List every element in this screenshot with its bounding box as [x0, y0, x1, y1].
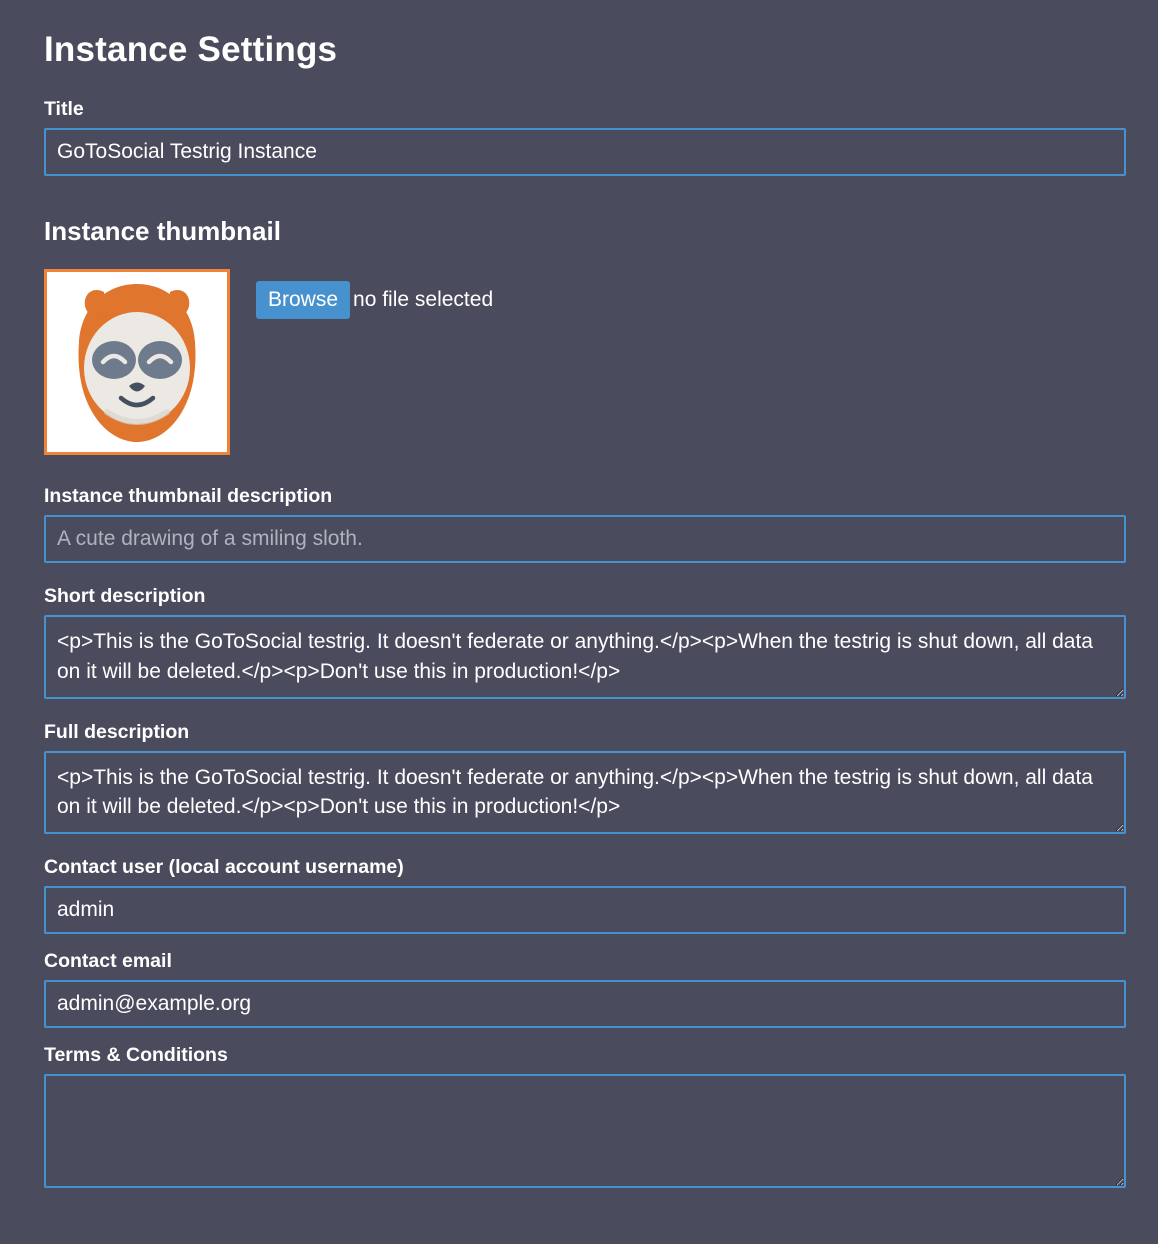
full-description-textarea[interactable] — [44, 751, 1126, 835]
contact-user-label: Contact user (local account username) — [44, 856, 404, 879]
contact-email-input[interactable] — [44, 980, 1126, 1028]
thumbnail-row — [44, 269, 1128, 455]
short-description-group — [44, 585, 1128, 699]
sloth-avatar-icon — [47, 272, 227, 452]
thumbnail-description-group — [44, 485, 1128, 563]
title-field-group — [44, 98, 1128, 176]
page-title: Instance Settings — [44, 30, 338, 69]
terms-label: Terms & Conditions — [44, 1044, 228, 1067]
full-description-group — [44, 721, 1128, 835]
thumbnail-description-label: Instance thumbnail description — [44, 485, 333, 507]
short-description-label: Short description — [44, 585, 206, 607]
contact-user-group — [44, 856, 1128, 934]
short-description-textarea[interactable] — [44, 615, 1126, 699]
title-input[interactable] — [44, 128, 1126, 176]
file-selection-status: no file selected — [353, 288, 494, 312]
instance-thumbnail-preview — [44, 269, 230, 455]
thumbnail-file-picker — [256, 281, 493, 319]
terms-textarea[interactable] — [44, 1074, 1126, 1187]
instance-thumbnail-heading: Instance thumbnail — [44, 216, 281, 246]
browse-button[interactable]: Browse — [256, 281, 350, 319]
title-label: Title — [44, 98, 84, 120]
full-description-label: Full description — [44, 720, 190, 743]
contact-email-group — [44, 950, 1128, 1028]
terms-group — [44, 1044, 1128, 1187]
contact-user-input[interactable] — [44, 886, 1126, 934]
contact-email-label: Contact email — [44, 950, 172, 973]
thumbnail-description-input[interactable] — [44, 515, 1126, 563]
